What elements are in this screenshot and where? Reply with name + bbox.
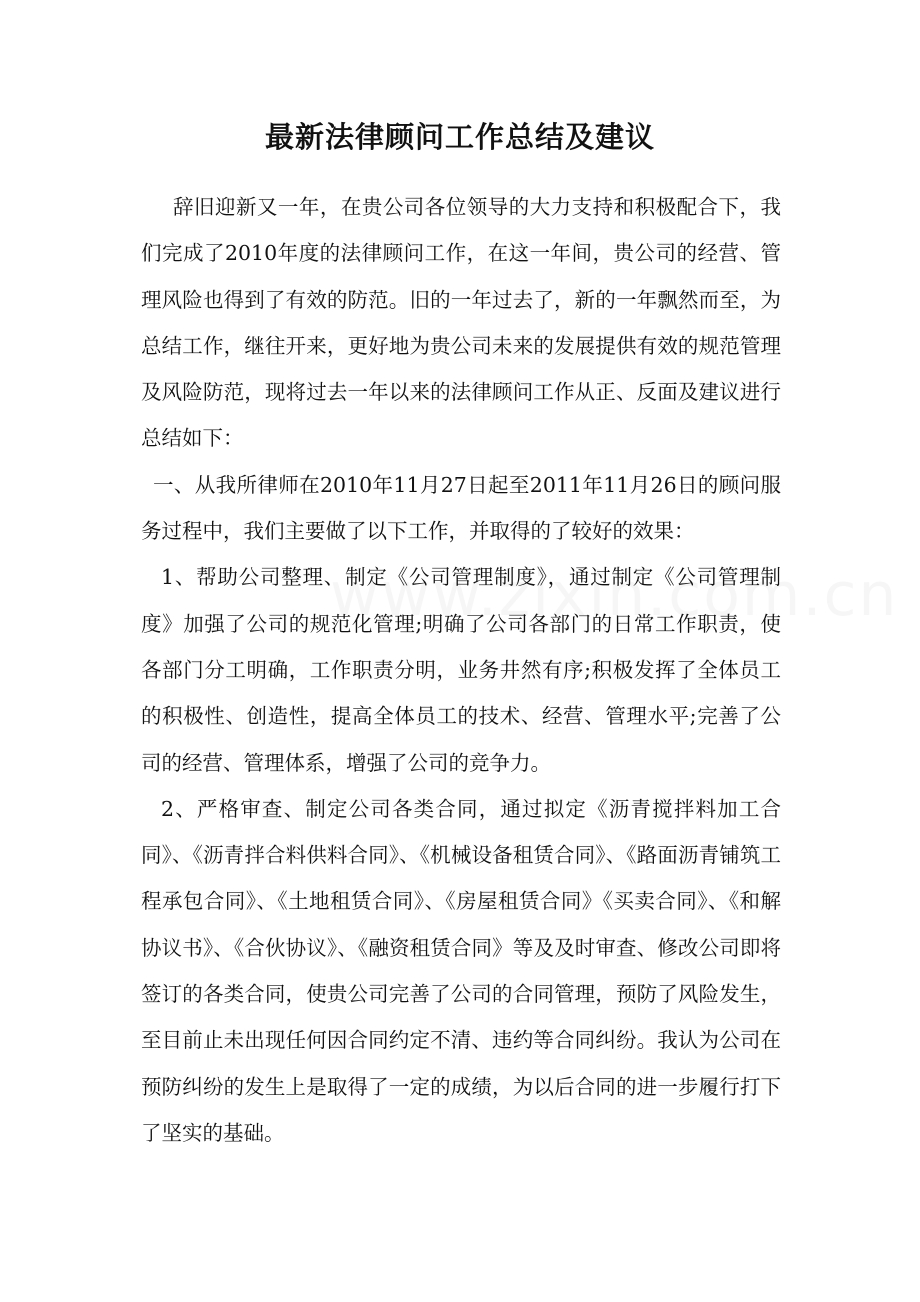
document-title: 最新法律顾问工作总结及建议: [264, 120, 655, 154]
paragraph-item-2: 2、严格审查、制定公司各类合同，通过拟定《沥青搅拌料加工合同》、《沥青拌合料供料合同》、《机械设备租赁合同》、《路面沥青铺筑工程承包合同》、《土地租赁合同》、《房屋租赁合同》《买卖合同》、《和解协议书》、《合伙协议》、《融资租赁合同》等及及时审查、修改公司即将签订的各类合同，使贵公司完善了公司的合同管理，预防了风险发生，至目前止未出现任何因合同约定不清、违约等合同纠纷。我认为公司在预防纠纷的发生上是取得了一定的成绩，为以后合同的进一步履行打下了坚实的基础。: [141, 796, 781, 1145]
paragraph-item-1: 1、帮助公司整理、制定《公司管理制度》，通过制定《公司管理制度》加强了公司的规范化管理;明确了公司各部门的日常工作职责，使各部门分工明确，工作职责分明，业务井然有序;积极发挥了全体员工的积极性、创造性，提高全体员工的技术、经营、管理水平;完善了公司的经营、管理体系，增强了公司的竞争力。: [141, 565, 781, 775]
paragraph-section-1: 一、从我所律师在2010年11月27日起至2011年11月26日的顾问服务过程中，我们主要做了以下工作，并取得的了较好的效果：: [141, 472, 781, 544]
document-body: [141, 184, 781, 1156]
paragraph-intro: 辞旧迎新又一年，在贵公司各位领导的大力支持和积极配合下，我们完成了2010年度的法律顾问工作，在这一年间，贵公司的经营、管理风险也得到了有效的防范。旧的一年过去了，新的一年飘然而至，为总结工作，继往开来，更好地为贵公司未来的发展提供有效的规范管理及风险防范，现将过去一年以来的法律顾问工作从正、反面及建议进行总结如下：: [141, 195, 781, 451]
